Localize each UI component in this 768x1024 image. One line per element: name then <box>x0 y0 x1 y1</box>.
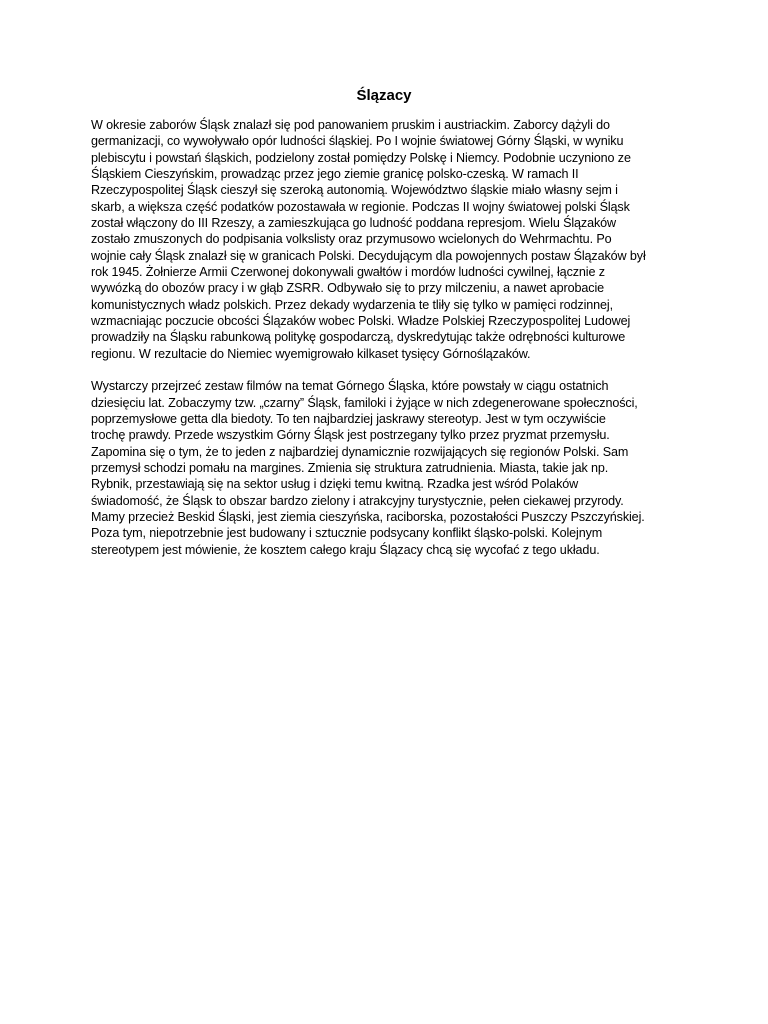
document-body <box>91 117 671 558</box>
text-line: komunistycznych władz polskich. Przez dekady wydarzenia te tliły się tylko w pamięci rodzinnej, <box>91 297 613 312</box>
page-title: Ślązacy <box>356 87 412 104</box>
text-line: Rzeczypospolitej Śląsk cieszył się szeroką autonomią. Województwo śląskie miało własny sejm i <box>91 183 618 198</box>
text-line: Rybnik, przestawiają się na sektor usług i dzięki temu kwitną. Rzadka jest wśród Polaków <box>91 477 579 492</box>
text-line: został włączony do III Rzeszy, a zamieszkująca go ludność poddana represjom. Wielu Ślązaków <box>91 216 617 231</box>
text-line: skarb, a większa część podatków pozostawała w regionie. Podczas II wojny światowej polski Śląsk <box>91 199 630 214</box>
text-line: Wystarczy przejrzeć zestaw filmów na temat Górnego Śląska, które powstały w ciągu ostatnich <box>91 379 609 394</box>
text-line: rok 1945. Żołnierze Armii Czerwonej dokonywali gwałtów i mordów ludności cywilnej, łącznie z <box>91 265 605 280</box>
paragraph-stereotypes <box>91 378 671 558</box>
text-line: regionu. W rezultacie do Niemiec wyemigrowało kilkaset tysięcy Górnoślązaków. <box>91 346 531 361</box>
text-line: germanizacji, co wywoływało opór ludności śląskiej. Po I wojnie światowej Górny Śląski, w wyniku <box>91 134 624 149</box>
text-line: plebiscytu i powstań śląskich, podzielony został pomiędzy Polskę i Niemcy. Podobnie uczyniono ze <box>91 150 631 165</box>
text-line: Mamy przecież Beskid Śląski, jest ziemia cieszyńska, raciborska, pozostałości Puszczy Pszczyńskiej. <box>91 509 645 524</box>
text-line: wojnie cały Śląsk znalazł się w granicach Polski. Decydującym dla powojennych postaw Ślązaków był <box>91 248 646 263</box>
text-line: W okresie zaborów Śląsk znalazł się pod panowaniem pruskim i austriackim. Zaborcy dążyli do <box>91 118 610 132</box>
text-line: Zapomina się o tym, że to jeden z najbardziej dynamicznie rozwijających się regionów Polski. Sam <box>91 444 629 459</box>
text-line: wywózką do obozów pracy i w głąb ZSRR. Odbywało się to przy milczeniu, a nawet aprobacie <box>91 281 605 296</box>
text-line: świadomość, że Śląsk to obszar bardzo zielony i atrakcyjny turystycznie, pełen ciekawej przyrody. <box>91 493 624 508</box>
text-line: poprzemysłowe getta dla biedoty. To ten najbardziej jaskrawy stereotyp. Jest w tym oczywiście <box>91 411 606 426</box>
text-line: trochę prawdy. Przede wszystkim Górny Śląsk jest postrzegany tylko przez pryzmat przemysłu. <box>91 428 610 443</box>
text-line: przemysł schodzi pomału na margines. Zmienia się struktura zatrudnienia. Miasta, takie jak np. <box>91 460 609 475</box>
paragraph-history <box>91 117 671 362</box>
text-line: stereotypem jest mówienie, że kosztem całego kraju Ślązacy chcą się wycofać z tego układu. <box>91 542 600 557</box>
text-line: zostało zmuszonych do podpisania volkslisty oraz przymusowo wcielonych do Wehrmachtu. Po <box>91 232 612 247</box>
text-line: Poza tym, niepotrzebnie jest budowany i sztucznie podsycany konflikt śląsko-polski. Kolejnym <box>91 526 603 541</box>
text-line: wzmacniając poczucie obcości Ślązaków wobec Polski. Władze Polskiej Rzeczypospolitej Ludowej <box>91 314 631 329</box>
text-line: Śląskiem Cieszyńskim, prowadząc przez jego ziemie granicę polsko-czeską. W ramach II <box>91 167 579 182</box>
text-line: dziesięciu lat. Zobaczymy tzw. „czarny” Śląsk, familoki i żyjące w nich zdegenerowane społeczności, <box>91 395 638 410</box>
text-line: prowadziły na Śląsku rabunkową politykę gospodarczą, dyskredytując także odrębności kulturowe <box>91 330 626 345</box>
